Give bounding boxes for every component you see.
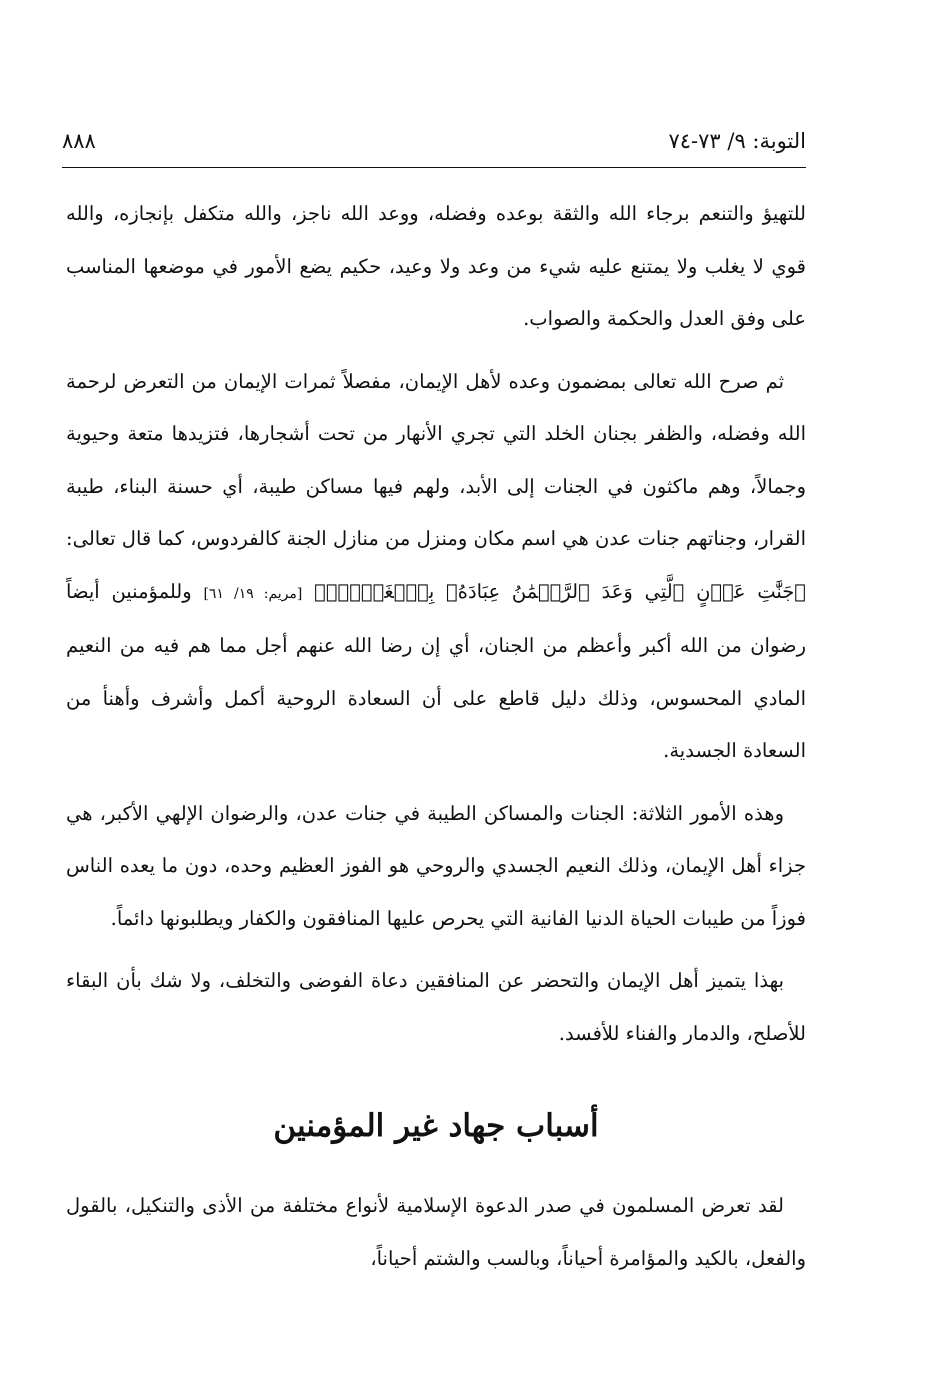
paragraph-2-text-after: وللمؤمنين أيضاً رضوان من الله أكبر وأعظم من الجنان، أي إن رضا الله عنهم أجل مما هم فيه من النعيم المادي المحسوس، وذلك دليل قاطع على أن السعادة الروحية أكمل وأشرف وأهنأ من السعادة الجسدية.: [66, 579, 806, 762]
page-number: ٨٨٨: [62, 129, 96, 153]
paragraph-2-text-before: ثم صرح الله تعالى بمضمون وعده لأهل الإيمان، مفصلاً ثمرات الإيمان من التعرض لرحمة الله وفضله، والظفر بجنان الخلد التي تجري الأنهار من تحت أشجارها، فتزيدها متعة وحيوية وجمالاً، وهم ماكثون في الجنات إلى الأبد، ولهم فيها مساكن طيبة، أي حسنة البناء، طيبة القرار، وجناتهم جنات عدن هي اسم مكان ومنزل من منازل الجنة كالفردوس، كما قال تعالى:: [66, 369, 806, 550]
paragraph-2: [66, 356, 806, 778]
section-paragraph: لقد تعرض المسلمون في صدر الدعوة الإسلامية لأنواع مختلفة من الأذى والتنكيل، بالقول والفعل، بالكيد والمؤامرة أحياناً، وبالسب والشتم أحياناً،: [66, 1194, 806, 1270]
quran-citation: [مريم: ١٩/ ٦١]: [203, 585, 303, 602]
main-text: [66, 188, 806, 1070]
paragraph-3: وهذه الأمور الثلاثة: الجنات والمساكن الطيبة في جنات عدن، والرضوان الإلهي الأكبر، هي جزاء أهل الإيمان، وذلك النعيم الجسدي والروحي هو الفوز العظيم وحده، دون ما يعده الناس فوزاً من طيبات الحياة الدنيا الفانية التي يحرص عليها المنافقون والكفار ويطلبونها دائماً.: [66, 801, 806, 930]
header-divider: [62, 167, 806, 168]
section-heading: أسباب جهاد غير المؤمنين: [273, 1108, 599, 1144]
surah-verse-reference: التوبة: ٩/ ٧٣-٧٤: [668, 129, 806, 153]
section-text: [66, 1180, 806, 1285]
paragraph-1: للتهيؤ والتنعم برجاء الله والثقة بوعده وفضله، ووعد الله ناجز، والله متكفل بإنجازه، والله قوي لا يغلب ولا يمتنع عليه شيء من وعد ولا وعيد، حكيم يضع الأمور في موضعها المناسب على وفق العدل والحكمة والصواب.: [66, 202, 806, 330]
quran-verse: ﴿جَنَّٰتِ عَدۡنٍ ٱلَّتِي وَعَدَ ٱلرَّحۡمَٰنُ عِبَادَهُۥ بِٱلۡغَيۡبِۚ﴾: [314, 579, 807, 603]
paragraph-4: بهذا يتميز أهل الإيمان والتحضر عن المنافقين دعاة الفوضى والتخلف، ولا شك بأن البقاء للأصلح، والدمار والفناء للأفسد.: [66, 969, 806, 1045]
page-header: [62, 118, 806, 162]
